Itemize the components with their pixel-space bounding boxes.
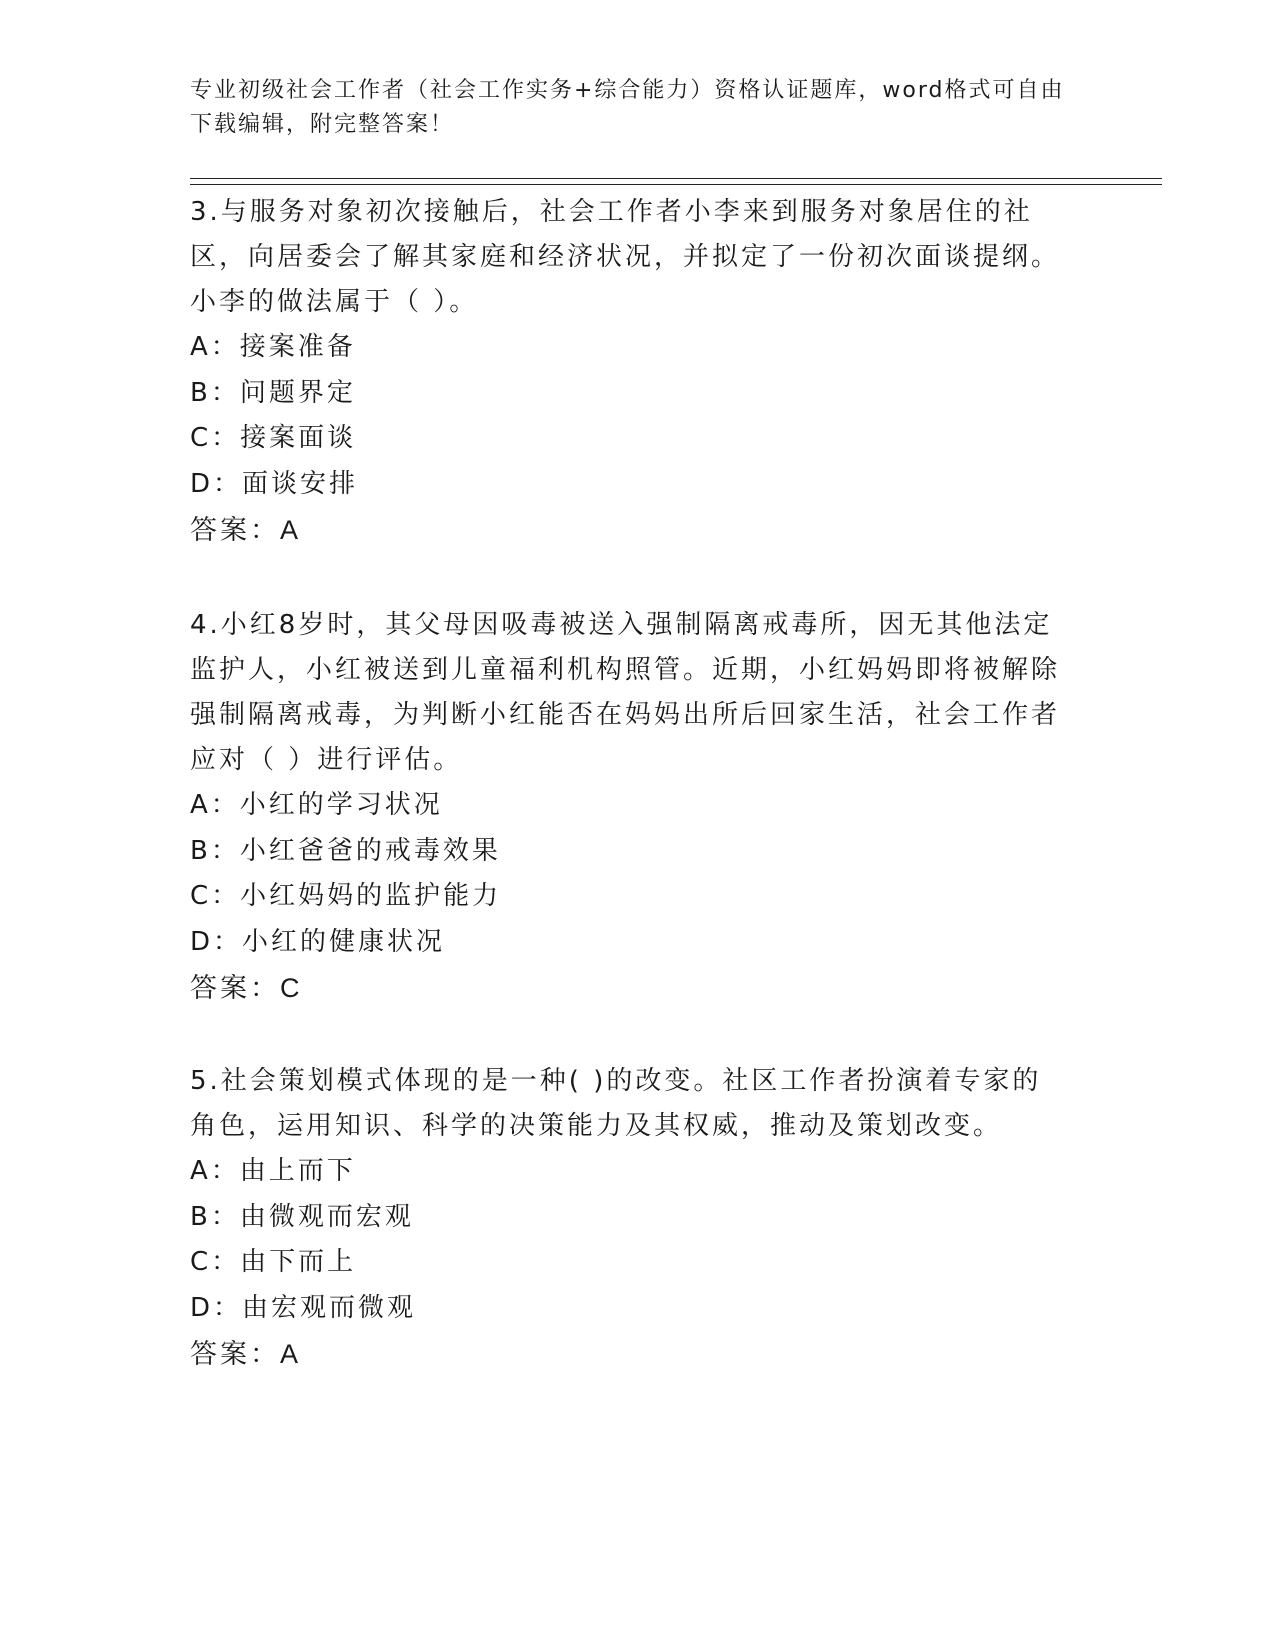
option-a: A：由上而下 [190,1156,356,1186]
option-a: A：小红的学习状况 [190,790,443,820]
header-line-1: 专业初级社会工作者（社会工作实务+综合能力）资格认证题库，word格式可自由 [190,78,1065,103]
question-stem: 5.社会策划模式体现的是一种( )的改变。社区工作者扮演着专家的角色，运用知识、科学的决策能力及其权威，推动及策划改变。 [190,1066,1042,1141]
answer: 答案：A [190,515,302,545]
question-4 [190,603,1070,1011]
option-b: B：问题界定 [190,377,356,408]
option-d: D：小红的健康状况 [190,926,446,957]
option-a: A：接案准备 [190,332,356,362]
option-d: D：由宏观而微观 [190,1292,417,1323]
option-c: C：由下而上 [190,1247,357,1277]
question-stem: 3.与服务对象初次接触后，社会工作者小李来到服务对象居住的社区，向居委会了解其家庭和经济状况，并拟定了一份初次面谈提纲。小李的做法属于（ ）。 [190,197,1061,317]
option-b: B：由微观而宏观 [190,1201,414,1232]
option-c: C：接案面谈 [190,423,357,453]
header-line-2: 下载编辑，附完整答案！ [190,112,455,137]
header-divider-bottom [190,184,1162,185]
answer: 答案：A [190,1339,302,1369]
answer: 答案：C [190,973,303,1003]
document-header [190,74,1090,142]
header-divider-top [190,178,1162,179]
option-b: B：小红爸爸的戒毒效果 [190,835,501,866]
option-c: C：小红妈妈的监护能力 [190,881,502,911]
option-d: D：面谈安排 [190,468,359,499]
question-stem: 4.小红8岁时，其父母因吸毒被送入强制隔离戒毒所，因无其他法定监护人，小红被送到儿童福利机构照管。近期，小红妈妈即将被解除强制隔离戒毒，为判断小红能否在妈妈出所后回家生活，社会工作者应对（ ）进行评估。 [190,610,1061,775]
question-5 [190,1059,1070,1377]
question-3 [190,190,1070,553]
